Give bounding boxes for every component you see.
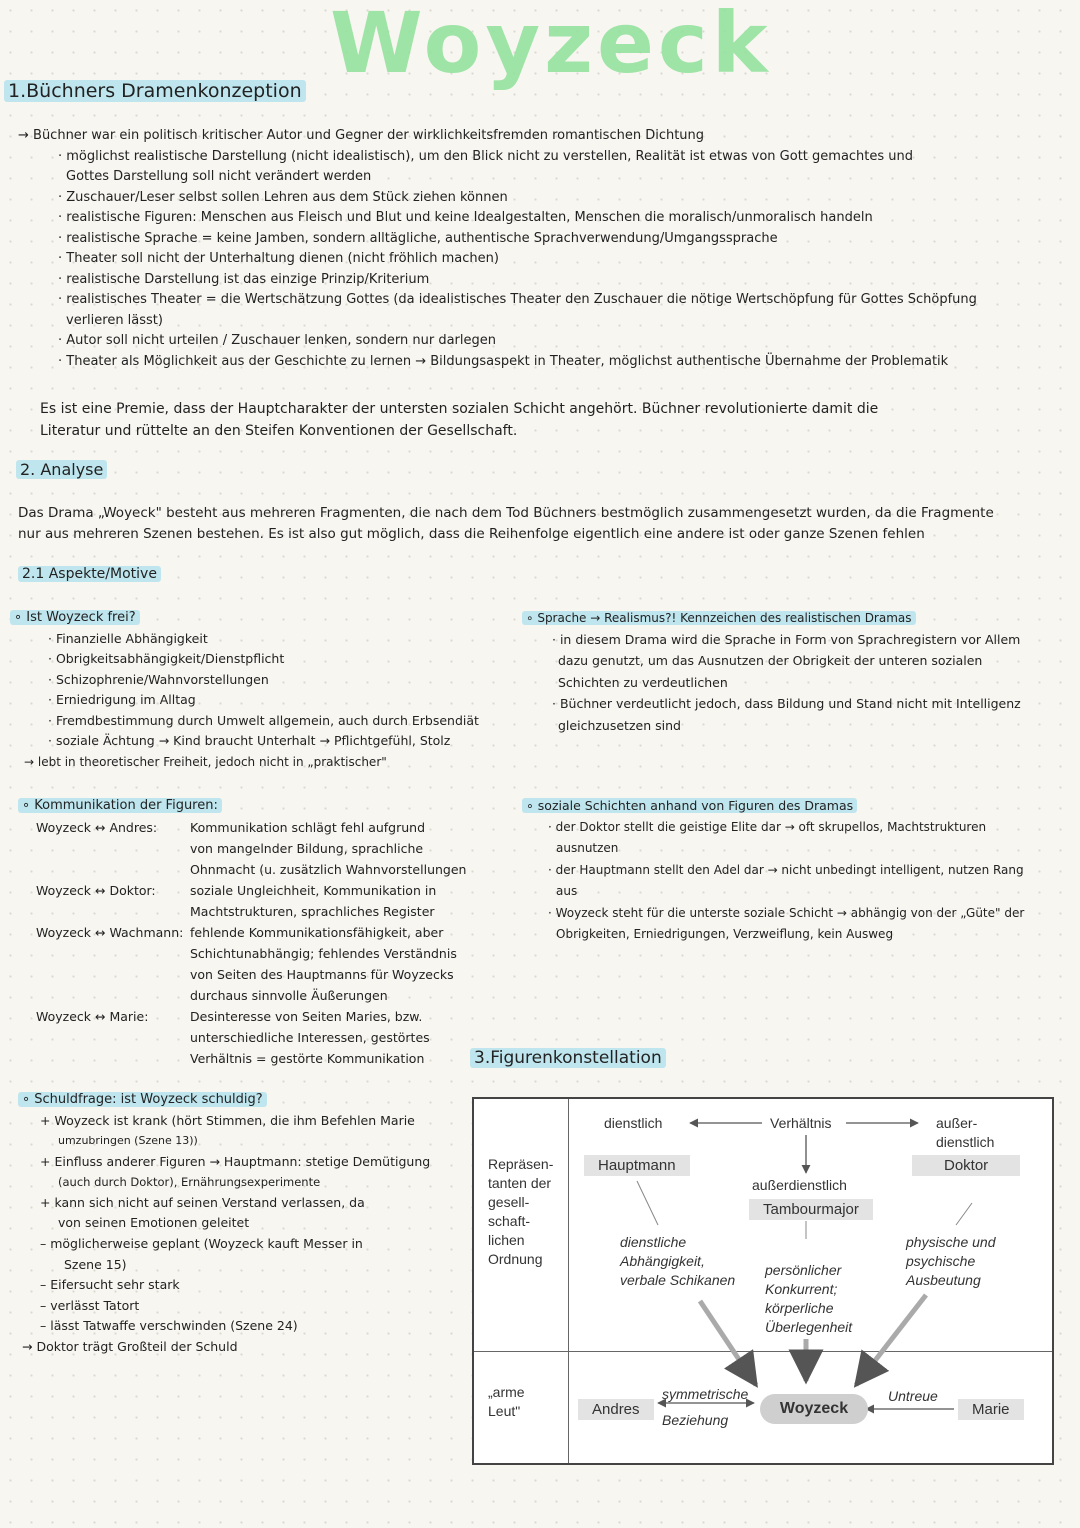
komm-label: Woyzeck ↔ Wachmann:: [36, 924, 184, 940]
komm-line: von Seiten des Hauptmanns für Woyzecks: [190, 966, 454, 982]
list-item: · Erniedrigung im Alltag: [48, 692, 196, 707]
label-line: Überlegenheit: [765, 1319, 853, 1335]
komm-line: unterschiedliche Interessen, gestörtes: [190, 1029, 430, 1045]
label-dienstlich: dienstlich: [604, 1115, 663, 1131]
komm-line: Kommunikation schlägt fehl aufgrund: [190, 819, 426, 835]
label-line: psychische: [906, 1253, 976, 1269]
section-1-heading: 1.Büchners Dramenkonzeption: [4, 80, 306, 102]
schichten-heading: ∘ soziale Schichten anhand von Figuren des Dramas: [522, 798, 857, 813]
sprache-heading: ∘ Sprache → Realismus?! Kennzeichen des realistischen Dramas: [522, 611, 916, 625]
list-item: · Finanzielle Abhängigkeit: [48, 630, 208, 646]
label-line: Leut": [488, 1403, 521, 1419]
list-item: · Zuschauer/Leser selbst sollen Lehren aus dem Stück ziehen können: [58, 189, 508, 205]
list-item: aus: [556, 884, 578, 898]
label-line: körperliche: [765, 1300, 834, 1316]
node-hauptmann: Hauptmann: [584, 1155, 690, 1176]
komm-row: [36, 817, 466, 880]
kommunikation-block: [18, 796, 466, 1069]
label-line: Ordnung: [488, 1251, 543, 1267]
section-3-heading: 3.Figurenkonstellation: [470, 1048, 666, 1068]
section-1-conclusion: [40, 398, 878, 442]
list-item: Obrigkeiten, Erniedrigungen, Verzweiflung, kein Ausweg: [556, 927, 894, 941]
list-item: (auch durch Doktor), Ernährungsexperimente: [58, 1175, 321, 1190]
komm-line: Ohnmacht (u. zusätzlich Wahnvorstellungen: [190, 861, 467, 877]
label-line: lichen: [488, 1232, 525, 1248]
list-item: dazu genutzt, um das Ausnutzen der Obrigkeit der unteren sozialen: [558, 653, 983, 668]
list-item: · Woyzeck steht für die unterste soziale Schicht → abhängig von der „Güte" der: [548, 905, 1025, 920]
list-item: · Autor soll nicht urteilen / Zuschauer lenken, sondern nur darlegen: [58, 333, 496, 348]
label-line: außer-: [936, 1115, 978, 1131]
list-item: · möglichst realistische Darstellung (nicht idealistisch), um den Blick nicht zu verstellen, Realität ist etwas von Gott gemachtes und: [58, 148, 914, 164]
list-item: · realistische Figuren: Menschen aus Fleisch und Blut und keine Idealgestalten, Menschen die moralisch/unmoralisch handeln: [58, 210, 873, 225]
komm-label: Woyzeck ↔ Marie:: [36, 1008, 149, 1024]
komm-line: durchaus sinnvolle Äußerungen: [190, 987, 388, 1003]
label-line: gesell-: [488, 1194, 530, 1210]
label-line: Abhängigkeit,: [620, 1253, 705, 1269]
label-repraesentanten: [488, 1155, 553, 1269]
komm-label: Woyzeck ↔ Doktor:: [36, 882, 156, 898]
label-line: Konkurrent;: [765, 1281, 838, 1297]
node-doktor: Doktor: [912, 1155, 1020, 1176]
komm-row: [36, 922, 466, 1006]
schichten-block: [522, 796, 1024, 946]
list-item: + Einfluss anderer Figuren → Hauptmann: stetige Demütigung: [40, 1153, 431, 1169]
list-item: von seinen Emotionen geleitet: [58, 1215, 250, 1231]
list-item: → Doktor trägt Großteil der Schuld: [22, 1339, 238, 1355]
label-symmetrische: symmetrische: [662, 1386, 749, 1402]
list-item: · Theater als Möglichkeit aus der Geschichte zu lernen → Bildungsaspekt in Theater, möglichst authentische Übernahme der Problematik: [58, 353, 949, 369]
list-item: Schichten zu verdeutlichen: [558, 674, 728, 690]
section-2-1-heading: 2.1 Aspekte/Motive: [18, 566, 161, 582]
page-title: Woyzeck: [330, 0, 772, 92]
list-item: gleichzusetzen sind: [558, 717, 681, 733]
komm-line: von mangelnder Bildung, sprachliche: [190, 840, 424, 856]
label-dienstliche-abhaengigkeit: [620, 1233, 735, 1290]
list-item: · Obrigkeitsabhängigkeit/Dienstpflicht: [48, 651, 285, 666]
list-item: ausnutzen: [556, 841, 619, 855]
label-line: dienstlich: [936, 1134, 995, 1150]
list-item: · realistisches Theater = die Wertschätzung Gottes (da idealistisches Theater den Zuschauer die nötige Wertschöpfung für Gottes Schöpfung: [58, 292, 977, 307]
list-item: – Eifersucht sehr stark: [40, 1277, 180, 1293]
komm-line: Machtstrukturen, sprachliches Register: [190, 903, 435, 919]
label-line: persönlicher: [765, 1262, 842, 1278]
list-item: · soziale Ächtung → Kind braucht Unterhalt → Pflichtgefühl, Stolz: [48, 733, 451, 748]
label-ausserdienstlich-top: [936, 1114, 994, 1152]
label-line: schaft-: [488, 1213, 531, 1229]
label-line: Repräsen-: [488, 1156, 554, 1172]
list-item: · der Hauptmann stellt den Adel dar → nicht unbedingt intelligent, nutzen Rang: [548, 862, 1024, 877]
list-item: · Fremdbestimmung durch Umwelt allgemein, auch durch Erbsendiät: [48, 712, 479, 728]
komm-label: Woyzeck ↔ Andres:: [36, 819, 158, 835]
section-1-body: [18, 126, 977, 372]
label-line: verbale Schikanen: [620, 1272, 736, 1288]
list-item: · realistische Sprache = keine Jamben, sondern alltägliche, authentische Sprachverwendung/Umgangssprache: [58, 230, 778, 246]
list-item: – verlässt Tatort: [40, 1297, 140, 1313]
label-line: dienstliche: [620, 1234, 687, 1250]
list-item: verlieren lässt): [66, 312, 163, 328]
komm-line: Schichtunabhängig; fehlendes Verständnis: [190, 945, 457, 961]
label-physische-ausbeutung: [906, 1233, 996, 1290]
list-item: · realistische Darstellung ist das einzige Prinzip/Kriterium: [58, 271, 430, 287]
text-line: Das Drama „Woyeck" besteht aus mehreren Fragmenten, die nach dem Tod Büchners bestmöglich zusammengesetzt wurden, da die Fragmente: [18, 505, 994, 521]
list-item: umzubringen (Szene 13)): [58, 1134, 198, 1148]
node-andres: Andres: [578, 1399, 654, 1420]
figurenkonstellation-diagram: [472, 1097, 1054, 1465]
sprache-block: [522, 608, 1021, 736]
schuld-block: [18, 1090, 430, 1358]
node-marie: Marie: [958, 1399, 1024, 1420]
label-line: Ausbeutung: [906, 1272, 981, 1288]
text-line: nur aus mehreren Szenen bestehen. Es ist also gut möglich, dass die Reihenfolge eigentlich eine andere ist oder ganze Szenen fehlen: [18, 526, 925, 542]
list-item: · Theater soll nicht der Unterhaltung dienen (nicht fröhlich machen): [58, 251, 499, 266]
label-arme-leut: [488, 1383, 525, 1421]
komm-line: Desinteresse von Seiten Maries, bzw.: [190, 1008, 423, 1024]
label-verhaeltnis: Verhältnis: [770, 1115, 832, 1131]
list-item: – möglicherweise geplant (Woyzeck kauft Messer in: [40, 1236, 363, 1252]
list-item: → lebt in theoretischer Freiheit, jedoch nicht in „praktischer": [24, 754, 387, 769]
list-item: · Schizophrenie/Wahnvorstellungen: [48, 671, 269, 687]
node-tambourmajor: Tambourmajor: [749, 1199, 873, 1220]
list-item: Gottes Darstellung soll nicht verändert werden: [66, 169, 372, 184]
frei-block: [10, 608, 479, 772]
label-line: physische und: [906, 1234, 996, 1250]
label-untreue: Untreue: [888, 1388, 938, 1404]
label-line: tanten der: [488, 1175, 552, 1191]
komm-row: [36, 1006, 466, 1069]
list-item: · Büchner verdeutlicht jedoch, dass Bildung und Stand nicht mit Intelligenz: [552, 696, 1021, 711]
frei-heading: ∘ Ist Woyzeck frei?: [10, 610, 140, 625]
conclusion-line: Literatur und rüttelte an den Steifen Konventionen der Gesellschaft.: [40, 423, 518, 439]
section-2-heading: 2. Analyse: [16, 460, 107, 479]
label-beziehung: Beziehung: [662, 1412, 729, 1428]
komm-row: [36, 880, 466, 922]
komm-line: fehlende Kommunikationsfähigkeit, aber: [190, 924, 444, 940]
kommunikation-heading: ∘ Kommunikation der Figuren:: [18, 798, 222, 813]
list-item: · der Doktor stellt die geistige Elite dar → oft skrupellos, Machtstrukturen: [548, 819, 987, 834]
section-1-bullets: [18, 147, 977, 373]
komm-line: Verhältnis = gestörte Kommunikation: [190, 1050, 425, 1066]
label-line: „arme: [488, 1384, 525, 1400]
list-item: · in diesem Drama wird die Sprache in Form von Sprachregistern vor Allem: [552, 631, 1021, 647]
list-item: – lässt Tatwaffe verschwinden (Szene 24): [40, 1318, 298, 1334]
label-persoenlicher-konkurrent: [765, 1261, 852, 1337]
komm-line: soziale Ungleichheit, Kommunikation in: [190, 882, 437, 898]
label-ausserdienstlich: außerdienstlich: [752, 1177, 847, 1193]
intro-line: → Büchner war ein politisch kritischer Autor und Gegner der wirklichkeitsfremden romantischen Dichtung: [18, 128, 705, 143]
section-2-text: [18, 503, 994, 545]
list-item: + Woyzeck ist krank (hört Stimmen, die ihm Befehlen Marie: [40, 1112, 415, 1128]
list-item: Szene 15): [64, 1256, 127, 1272]
node-woyzeck: Woyzeck: [760, 1394, 868, 1424]
conclusion-line: Es ist eine Premie, dass der Hauptcharakter der untersten sozialen Schicht angehört. Büchner revolutionierte damit die: [40, 401, 879, 417]
list-item: + kann sich nicht auf seinen Verstand verlassen, da: [40, 1194, 365, 1210]
schuld-heading: ∘ Schuldfrage: ist Woyzeck schuldig?: [18, 1092, 267, 1107]
